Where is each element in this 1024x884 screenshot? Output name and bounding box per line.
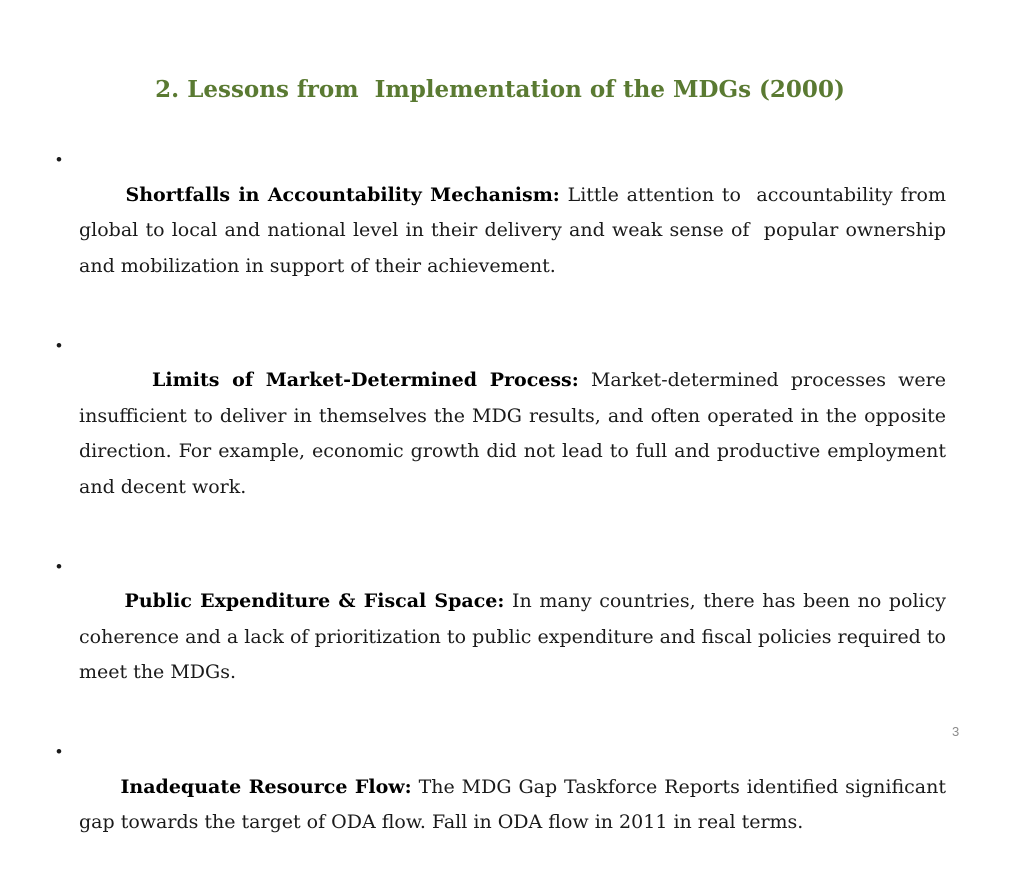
bullet-dot: • <box>56 150 62 169</box>
bullet-dot: • <box>56 556 62 576</box>
bullet-dot: • <box>56 742 62 761</box>
bullet-item-market-process <box>56 328 953 541</box>
page-number: 3 <box>952 724 960 739</box>
bullet-text: The MDG Gap Taskforce Reports identified significant gap towards the target of ODA flow. Fall in ODA flow in 2011 in real terms. <box>79 775 953 833</box>
bullet-heading: Public Expenditure & Fiscal Space: <box>124 590 505 612</box>
bullet-text: In many countries, there has been no policy coherence and a lack of prioritization to public expenditure and fiscal policies required to meet the MDGs. <box>79 590 953 683</box>
bullet-heading: Inadequate Resource Flow: <box>120 775 412 798</box>
bullet-heading: Shortfalls in Accountability Mechanism: <box>125 183 560 206</box>
bullet-dot: • <box>56 335 62 355</box>
bullet-item-accountability <box>56 142 953 320</box>
bullet-text: Little attention to accountability from global to local and national level in their delivery and weak sense of popular ownership and mobilization in support of their achievement. <box>79 183 953 277</box>
bullet-item-resource-flow <box>56 734 953 876</box>
slide-title: 2. Lessons from Implementation of the MDGs (2000) <box>155 76 845 103</box>
bullet-list <box>56 142 953 884</box>
bullet-item-public-expenditure <box>56 549 953 727</box>
bullet-text: Market-determined processes were insufficient to deliver in themselves the MDG results, and often operated in the opposite direction. For example, economic growth did not lead to full and productive employment and decent work. <box>79 369 953 498</box>
bullet-heading: Limits of Market-Determined Process: <box>152 369 579 391</box>
